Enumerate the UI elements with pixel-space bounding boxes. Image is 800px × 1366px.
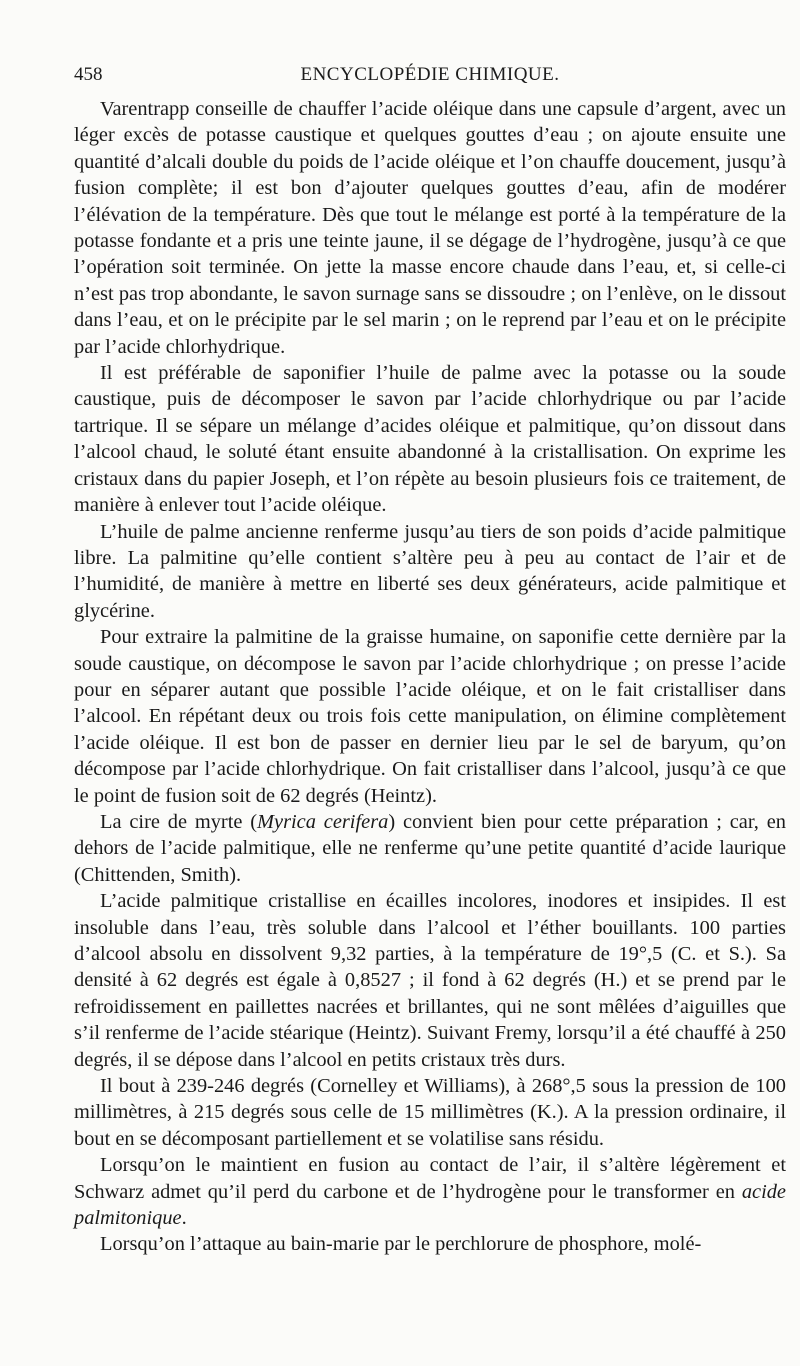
cire-text-before: La cire de myrte (: [100, 810, 258, 833]
paragraph-fusion-air: [74, 1152, 786, 1231]
paragraph-perchlorure: Lorsqu’on l’attaque au bain-marie par le perchlorure de phosphore, molé-: [100, 1233, 702, 1256]
paragraph-huile-ancienne: L’huile de palme ancienne renferme jusqu’au tiers de son poids d’acide palmitique libre. La palmitine qu’elle contient s’altère peu à peu au contact de l’air et de l’humidité, de manière à mettre en liberté ses deux générateurs, acide palmitique et glycérine.: [74, 520, 786, 622]
fusion-text-after: .: [181, 1207, 187, 1230]
acide-palmitonique-term: acide palmitonique: [74, 1180, 786, 1230]
myrica-cerifera-term: Myrica cerifera: [257, 810, 389, 833]
running-head: [74, 60, 786, 90]
fusion-text-before: Lorsqu’on le maintient en fusion au contact de l’air, il s’altère légèrement et Schwarz admet qu’il perd du carbone et de l’hydrogène pour le transformer en: [74, 1154, 786, 1203]
paragraph-graisse-humaine: Pour extraire la palmitine de la graisse humaine, on saponifie cette dernière par la soude caustique, on décompose le savon par l’acide chlorhydrique ; on presse l’acide pour en séparer autant que possible l’acide oléique, et on le fait cristalliser dans l’alcool. En répétant deux ou trois fois cette manipulation, on élimine complètement l’acide oléique. Il est bon de passer en dernier lieu par le sel de baryum, qu’on décompose par l’acide chlorhydrique. On fait cristalliser dans l’alcool, jusqu’à ce que le point de fusion soit de 62 degrés (Heintz).: [74, 626, 786, 807]
running-title: ENCYCLOPÉDIE CHIMIQUE.: [300, 64, 560, 85]
cire-text-after: ) convient bien pour cette préparation ; car, en dehors de l’acide palmitique, elle ne renferme qu’une petite quantité d’acide laurique (Chittenden, Smith).: [74, 810, 786, 886]
paragraph-proprietes: L’acide palmitique cristallise en écailles incolores, inodores et insipides. Il est insoluble dans l’eau, très soluble dans l’alcool et l’éther bouillants. 100 parties d’alcool absolu en dissolvent 9,32 parties, à la température de 19°,5 (C. et S.). Sa densité à 62 degrés est égale à 0,8527 ; il fond à 62 degrés (H.) et se prend par le refroidissement en paillettes nacrées et brillantes, qui ne sont mêlées d’aiguilles que s’il renferme de l’acide stéarique (Heintz). Suivant Fremy, lorsqu’il a été chauffé à 250 degrés, il se dépose dans l’alcool en petits cristaux très durs.: [74, 890, 786, 1071]
paragraph-cire-de-myrte: [74, 809, 786, 888]
page-number: 458: [74, 64, 103, 85]
paragraph-huile-de-palme: Il est préférable de saponifier l’huile de palme avec la potasse ou la soude caustique, puis de décomposer le savon par l’acide chlorhydrique ou par l’acide tartrique. Il se sépare un mélange d’acides oléique et palmitique, qu’on dissout dans l’alcool chaud, le soluté étant ensuite abandonné à la cristallisation. On exprime les cristaux dans du papier Joseph, et l’on répète au besoin plusieurs fois ce traitement, de manière à enlever tout l’acide oléique.: [74, 362, 786, 517]
body-text: [74, 96, 786, 1258]
paragraph-ebullition: Il bout à 239-246 degrés (Cornelley et Williams), à 268°,5 sous la pression de 100 millimètres, à 215 degrés sous celle de 15 millimètres (K.). A la pression ordinaire, il bout en se décomposant partiellement et se volatilise sans résidu.: [74, 1075, 786, 1150]
paragraph-varentrapp: Varentrapp conseille de chauffer l’acide oléique dans une capsule d’argent, avec un léger excès de potasse caustique et quelques gouttes d’eau ; on ajoute ensuite une quantité d’alcali double du poids de l’acide oléique et l’on chauffe doucement, jusqu’à fusion complète; il est bon d’ajouter quelques gouttes d’eau, afin de modérer l’élévation de la température. Dès que tout le mélange est porté à la température de la potasse fondante et a pris une teinte jaune, il se dégage de l’hydrogène, jusqu’à ce que l’opération soit terminée. On jette la masse encore chaude dans l’eau, et, si celle-ci n’est pas trop abondante, le savon surnage sans se dissoudre ; on l’enlève, on le dissout dans l’eau, et on le précipite par le sel marin ; on le reprend par l’eau et on le précipite par l’acide chlorhydrique.: [74, 98, 786, 358]
